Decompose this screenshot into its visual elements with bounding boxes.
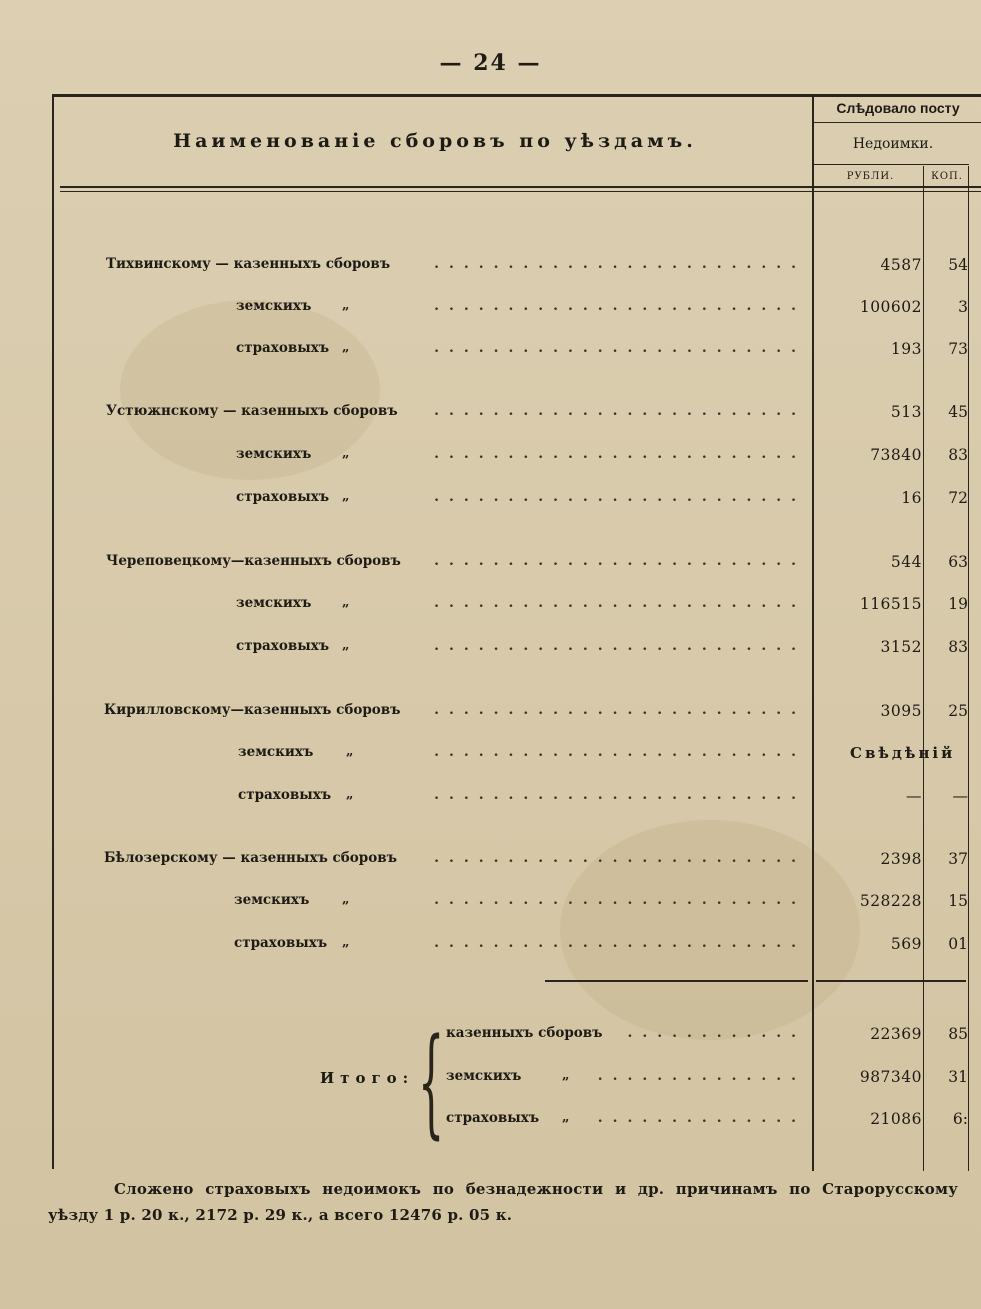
district-label: Тихвинскому — казенныхъ сборовъ bbox=[106, 256, 391, 272]
rubles-value: 3152 bbox=[880, 638, 922, 656]
ditto-mark: „ bbox=[342, 298, 350, 313]
totals-brace: { bbox=[418, 1012, 445, 1150]
fee-label: земскихъ bbox=[234, 892, 310, 908]
fee-label: земскихъ bbox=[236, 298, 312, 314]
leader-dots: .............. bbox=[597, 1068, 806, 1084]
leader-dots: .............. bbox=[597, 1110, 806, 1126]
header-rule-thin bbox=[60, 191, 981, 192]
fee-label: страховыхъ bbox=[446, 1110, 540, 1126]
ditto-mark: „ bbox=[562, 1068, 570, 1083]
rubles-value: — bbox=[906, 787, 922, 805]
leader-dots: ......................... bbox=[434, 935, 806, 951]
totals-row bbox=[0, 1025, 981, 1049]
header-arrears: Недоимки. bbox=[852, 136, 934, 152]
rubles-value: 193 bbox=[890, 340, 922, 358]
leader-dots: ......................... bbox=[434, 403, 806, 419]
table-row bbox=[0, 489, 981, 513]
totals-row bbox=[0, 1068, 981, 1092]
table-row bbox=[0, 340, 981, 364]
page-number: — 24 — bbox=[439, 50, 542, 76]
table-top-rule bbox=[52, 94, 981, 97]
fee-label: страховыхъ bbox=[236, 638, 330, 654]
fee-label: земскихъ bbox=[238, 744, 314, 760]
leader-dots: ............ bbox=[627, 1025, 806, 1041]
kopecks-value: 83 bbox=[948, 446, 968, 464]
ditto-mark: „ bbox=[346, 744, 354, 759]
rubles-value: 4587 bbox=[880, 256, 922, 274]
kopecks-value: 73 bbox=[948, 340, 968, 358]
table-row bbox=[0, 702, 981, 726]
fee-label: казенныхъ сборовъ bbox=[446, 1025, 603, 1041]
ditto-mark: „ bbox=[562, 1110, 570, 1125]
leader-dots: ......................... bbox=[434, 850, 806, 866]
table-row bbox=[0, 892, 981, 916]
rubles-value: 22369 bbox=[870, 1025, 922, 1043]
rubles-value: 116515 bbox=[859, 595, 922, 613]
rubles-value: 16 bbox=[901, 489, 922, 507]
table-row bbox=[0, 403, 981, 427]
kopecks-value: 85 bbox=[948, 1025, 968, 1043]
kopecks-value: 54 bbox=[948, 256, 968, 274]
rubles-value: 73840 bbox=[870, 446, 922, 464]
totals-rule bbox=[545, 980, 808, 982]
leader-dots: ......................... bbox=[434, 702, 806, 718]
district-label: Устюжнскому — казенныхъ сборовъ bbox=[106, 403, 398, 419]
rubles-value: 528228 bbox=[859, 892, 922, 910]
totals-rule bbox=[816, 980, 966, 982]
fee-label: страховыхъ bbox=[234, 935, 328, 951]
leader-dots: ......................... bbox=[434, 256, 806, 272]
no-data-note: Свѣдѣній bbox=[850, 744, 956, 762]
fee-label: страховыхъ bbox=[238, 787, 332, 803]
kopecks-value: 72 bbox=[948, 489, 968, 507]
district-label: Череповецкому—казенныхъ сборовъ bbox=[106, 553, 401, 569]
rubles-value: 3095 bbox=[880, 702, 922, 720]
table-row bbox=[0, 787, 981, 811]
district-label: Бѣлозерскому — казенныхъ сборовъ bbox=[104, 850, 397, 866]
rubles-value: 513 bbox=[890, 403, 922, 421]
column-title: Наименованіе сборовъ по уѣздамъ. bbox=[173, 130, 697, 152]
table-row bbox=[0, 298, 981, 322]
kopecks-value: 31 bbox=[948, 1068, 968, 1086]
table-row bbox=[0, 553, 981, 577]
rubles-value: 100602 bbox=[859, 298, 922, 316]
rubles-value: 569 bbox=[890, 935, 922, 953]
ditto-mark: „ bbox=[342, 446, 350, 461]
table-row bbox=[0, 935, 981, 959]
rubles-value: 2398 bbox=[880, 850, 922, 868]
kopecks-value: 83 bbox=[948, 638, 968, 656]
leader-dots: ......................... bbox=[434, 744, 806, 760]
header-subrule bbox=[814, 164, 969, 165]
leader-dots: ......................... bbox=[434, 340, 806, 356]
header-kopecks: КОП. bbox=[931, 171, 963, 182]
rubles-value: 987340 bbox=[859, 1068, 922, 1086]
leader-dots: ......................... bbox=[434, 638, 806, 654]
leader-dots: ......................... bbox=[434, 787, 806, 803]
fee-label: страховыхъ bbox=[236, 340, 330, 356]
ditto-mark: „ bbox=[342, 489, 350, 504]
header-right-title: Слѣдовало посту bbox=[836, 100, 960, 116]
table-row bbox=[0, 638, 981, 662]
leader-dots: ......................... bbox=[434, 595, 806, 611]
table-row bbox=[0, 256, 981, 280]
leader-dots: ......................... bbox=[434, 892, 806, 908]
leader-dots: ......................... bbox=[434, 553, 806, 569]
table-row bbox=[0, 595, 981, 619]
ditto-mark: „ bbox=[346, 787, 354, 802]
totals-label: Итого: bbox=[320, 1069, 415, 1087]
district-label: Кирилловскому—казенныхъ сборовъ bbox=[104, 702, 401, 718]
kopecks-value: 15 bbox=[948, 892, 968, 910]
rubles-value: 21086 bbox=[870, 1110, 922, 1128]
ditto-mark: „ bbox=[342, 638, 350, 653]
ditto-mark: „ bbox=[342, 340, 350, 355]
fee-label: земскихъ bbox=[236, 446, 312, 462]
ditto-mark: „ bbox=[342, 935, 350, 950]
header-rubles: РУБЛИ. bbox=[846, 171, 895, 182]
kopecks-value: 6: bbox=[952, 1110, 968, 1128]
fee-label: страховыхъ bbox=[236, 489, 330, 505]
footnote: Сложено страховыхъ недоимокъ по безнадежности и др. причинамъ по Старорусскому уѣзду 1 р. 20 к., 2172 р. 29 к., а всего 12476 р. 05 к. bbox=[48, 1180, 958, 1224]
table-row bbox=[0, 850, 981, 874]
header-subrule bbox=[814, 122, 981, 123]
fee-label: земскихъ bbox=[236, 595, 312, 611]
kopecks-value: 45 bbox=[948, 403, 968, 421]
fee-label: земскихъ bbox=[446, 1068, 522, 1084]
kopecks-value: 63 bbox=[948, 553, 968, 571]
kopecks-value: 25 bbox=[948, 702, 968, 720]
ditto-mark: „ bbox=[342, 595, 350, 610]
ditto-mark: „ bbox=[342, 892, 350, 907]
kopecks-value: — bbox=[952, 787, 968, 805]
leader-dots: ......................... bbox=[434, 489, 806, 505]
leader-dots: ......................... bbox=[434, 298, 806, 314]
leader-dots: ......................... bbox=[434, 446, 806, 462]
table-row bbox=[0, 446, 981, 470]
header-rule bbox=[60, 186, 981, 188]
table-row bbox=[0, 744, 981, 768]
kopecks-value: 01 bbox=[948, 935, 968, 953]
kopecks-value: 37 bbox=[948, 850, 968, 868]
rubles-value: 544 bbox=[890, 553, 922, 571]
kopecks-value: 19 bbox=[948, 595, 968, 613]
totals-row bbox=[0, 1110, 981, 1134]
kopecks-value: 3 bbox=[958, 298, 968, 316]
